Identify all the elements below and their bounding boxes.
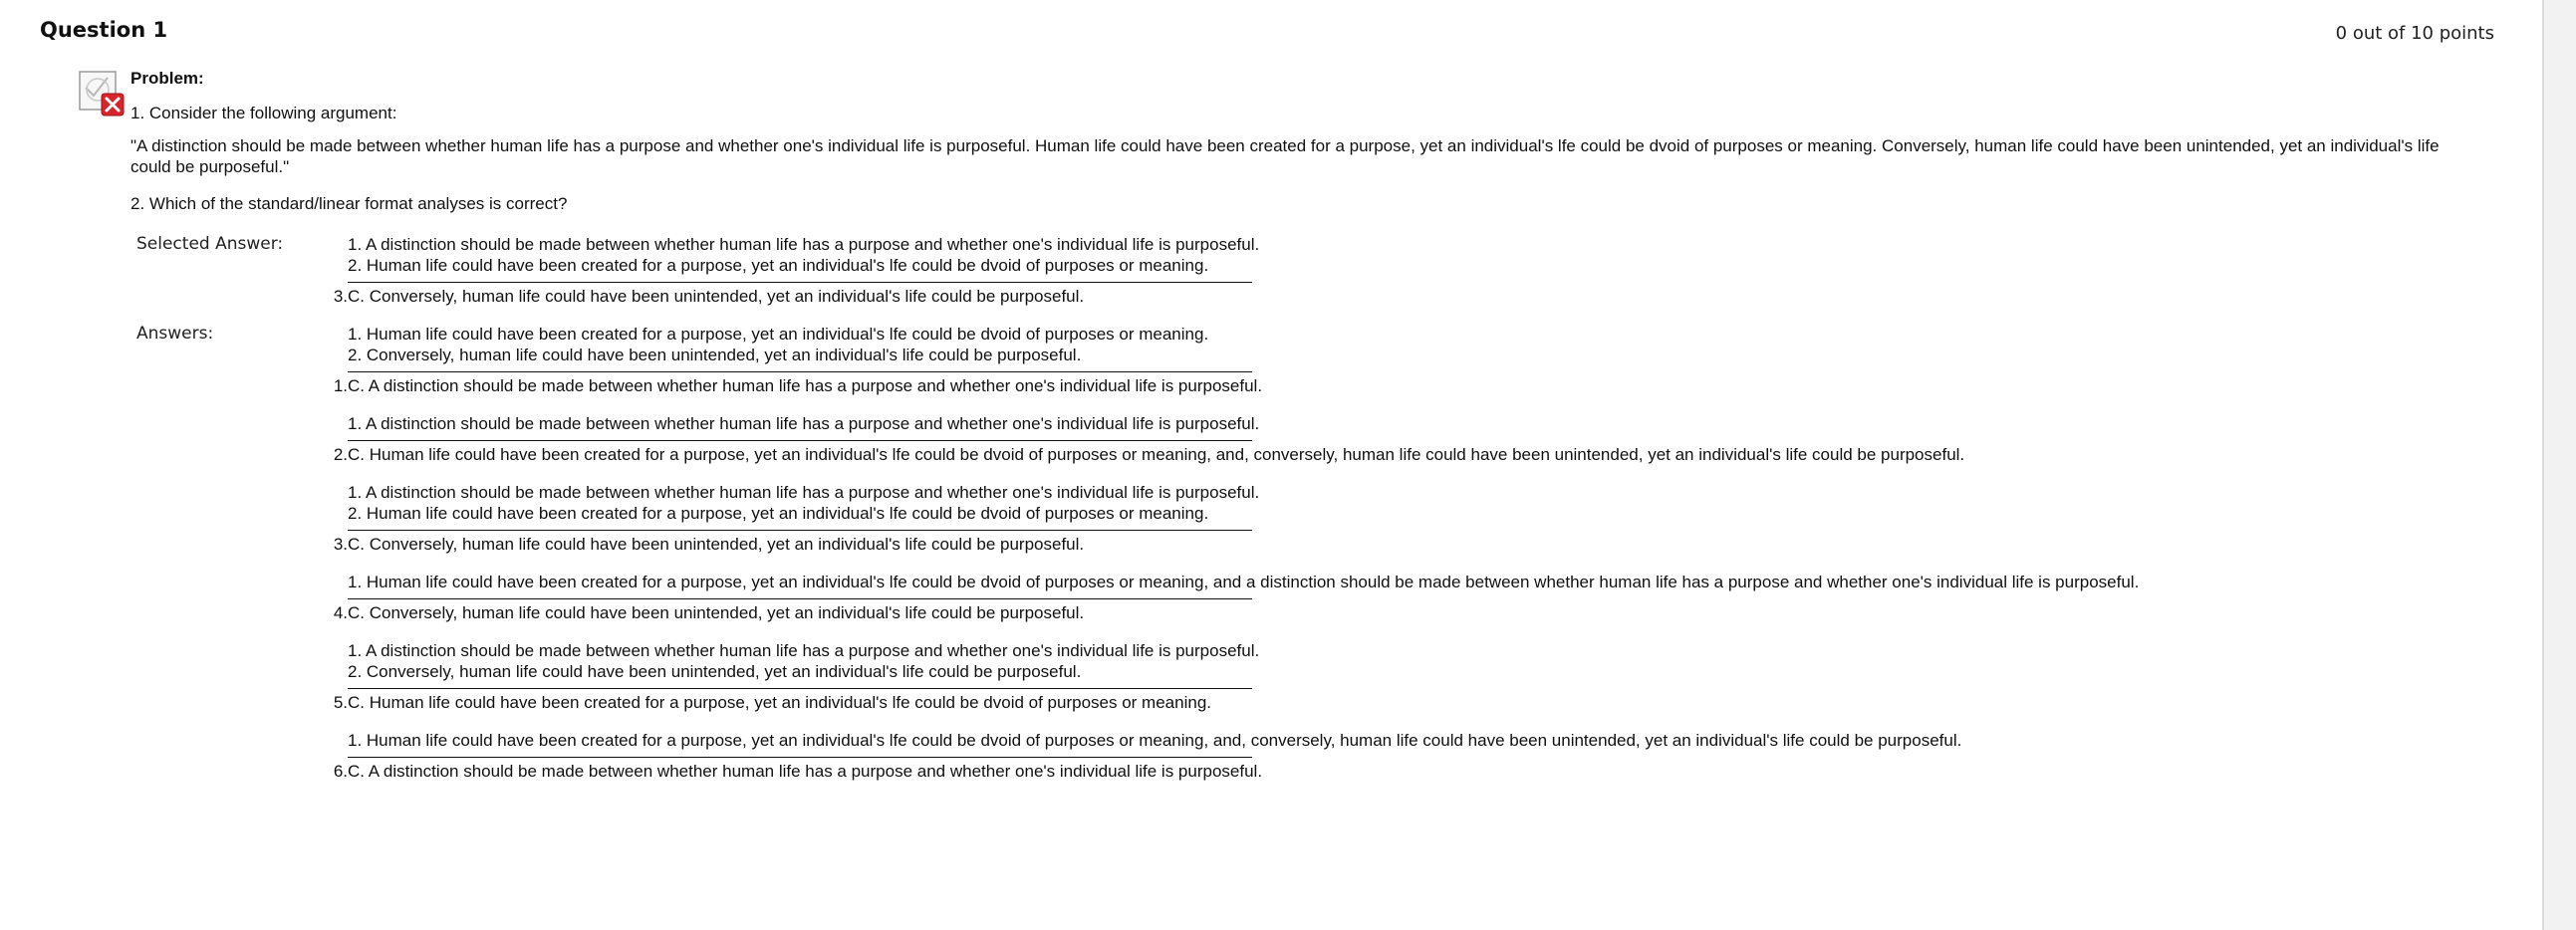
answers-row [130,324,2451,799]
premise: 1. A distinction should be made between whether human life has a purpose and whether one's individual life is purposeful. [348,414,1260,433]
question-score: 0 out of 10 points [2335,23,2494,44]
premise: 1. A distinction should be made between whether human life has a purpose and whether one's individual life is purposeful. [348,235,1260,254]
conclusion: C. Human life could have been created for a purpose, yet an individual's lfe could be dvoid of purposes or meaning, and, conversely, human life could have been unintended, yet an individual's life could be purposeful. [348,445,1965,464]
conclusion-divider [348,440,1252,441]
answer-option-4 [325,572,2451,623]
selected-answer-row [130,234,2451,324]
conclusion: C. Conversely, human life could have been unintended, yet an individual's life could be purposeful. [348,535,1085,554]
premise: 2. Conversely, human life could have been unintended, yet an individual's life could be purposeful. [348,662,1082,681]
option-number: 2. [333,445,348,464]
selected-answer-option [325,234,2451,307]
premise: 1. Human life could have been created for a purpose, yet an individual's lfe could be dvoid of purposes or meaning, and a distinction should be made between whether human life has a purpose and whether one's individual life is purposeful. [348,573,2140,591]
conclusion-divider [348,757,1252,758]
conclusion: C. Conversely, human life could have been unintended, yet an individual's life could be purposeful. [348,287,1085,306]
conclusion-divider [348,688,1252,689]
question-text: 2. Which of the standard/linear format analyses is correct? [130,194,568,213]
question-content [130,68,2451,799]
premise: 2. Conversely, human life could have been unintended, yet an individual's life could be purposeful. [348,346,1082,364]
premise: 1. Human life could have been created for a purpose, yet an individual's lfe could be dvoid of purposes or meaning. [348,325,1209,344]
conclusion-divider [348,598,1252,599]
answer-option-5 [325,640,2451,713]
conclusion-divider [348,282,1252,283]
premise: 1. Human life could have been created for a purpose, yet an individual's lfe could be dvoid of purposes or meaning, and, conversely, human life could have been unintended, yet an individual's life could be purposeful. [348,731,1962,750]
option-number: 6. [333,762,348,781]
problem-label: Problem: [130,69,204,88]
page-scrollbar[interactable] [2542,0,2576,930]
premise: 2. Human life could have been created for a purpose, yet an individual's lfe could be dvoid of purposes or meaning. [348,256,1209,275]
answer-option-6 [325,730,2451,782]
incorrect-x-icon [78,70,126,117]
answer-option-3 [325,482,2451,555]
option-number: 1. [333,376,348,395]
premise: 1. A distinction should be made between whether human life has a purpose and whether one's individual life is purposeful. [348,483,1260,502]
option-number: 3. [333,287,348,306]
conclusion-divider [348,371,1252,372]
conclusion: C. Conversely, human life could have been unintended, yet an individual's life could be purposeful. [348,603,1085,622]
conclusion: C. A distinction should be made between whether human life has a purpose and whether one's individual life is purposeful. [348,762,1263,781]
option-number: 3. [333,535,348,554]
answer-grid [130,234,2451,799]
answer-option-2 [325,413,2451,465]
problem-prompt: 1. Consider the following argument: [130,104,397,122]
answer-option-1 [325,324,2451,396]
option-number: 4. [333,603,348,622]
selected-answer-label: Selected Answer: [136,234,284,254]
question-title: Question 1 [40,18,168,42]
premise: 1. A distinction should be made between whether human life has a purpose and whether one's individual life is purposeful. [348,641,1260,660]
answers-label: Answers: [136,324,214,344]
premise: 2. Human life could have been created for a purpose, yet an individual's lfe could be dvoid of purposes or meaning. [348,504,1209,523]
conclusion-divider [348,530,1252,531]
conclusion: C. Human life could have been created for a purpose, yet an individual's lfe could be dvoid of purposes or meaning. [348,693,1211,712]
conclusion: C. A distinction should be made between whether human life has a purpose and whether one's individual life is purposeful. [348,376,1263,395]
option-number: 5. [333,693,348,712]
argument-quote: "A distinction should be made between whether human life has a purpose and whether one's individual life is purposeful. Human life could have been created for a purpose, yet an individual's lfe could be dvoid of purposes or meaning. Conversely, human life could have been unintended, yet an individual's life could be purposeful." [130,136,2440,176]
